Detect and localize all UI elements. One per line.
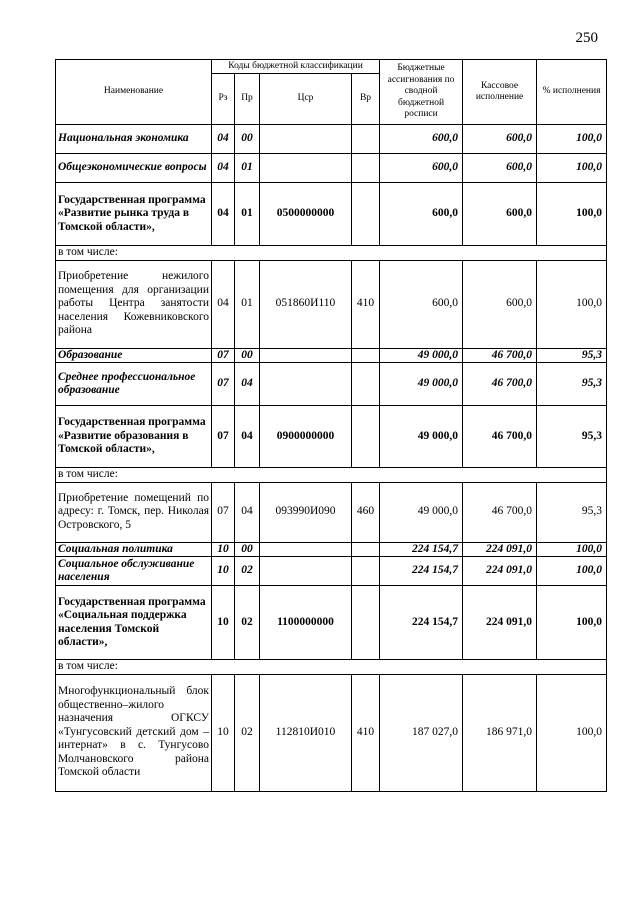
row-rz: 07 <box>212 406 235 468</box>
row-cash: 600,0 <box>463 125 537 154</box>
header-assignations: Бюджетные ассигнования по сводной бюджетной росписи <box>380 60 463 125</box>
table-row <box>56 557 607 586</box>
row-pct: 100,0 <box>537 154 607 183</box>
row-rz: 07 <box>212 348 235 363</box>
row-vr <box>352 125 380 154</box>
row-rz: 04 <box>212 154 235 183</box>
row-pr: 04 <box>235 406 260 468</box>
row-pr: 02 <box>235 586 260 660</box>
row-cash: 600,0 <box>463 183 537 246</box>
header-rz: Рз <box>212 74 235 125</box>
row-cash: 224 091,0 <box>463 557 537 586</box>
row-name: Образование <box>56 348 212 363</box>
table-row-subheading <box>56 246 607 261</box>
row-name: Общеэкономические вопросы <box>56 154 212 183</box>
header-pr: Пр <box>235 74 260 125</box>
row-rz: 07 <box>212 363 235 406</box>
row-name: Государственная программа «Развитие рынка труда в Томской области», <box>56 183 212 246</box>
row-assign: 224 154,7 <box>380 586 463 660</box>
row-vr <box>352 586 380 660</box>
row-rz: 04 <box>212 260 235 348</box>
row-pr: 00 <box>235 542 260 557</box>
row-csr <box>260 154 352 183</box>
row-rz: 04 <box>212 183 235 246</box>
row-name: в том числе: <box>56 468 607 483</box>
row-csr <box>260 557 352 586</box>
row-pct: 95,3 <box>537 363 607 406</box>
row-name: Социальная политика <box>56 542 212 557</box>
header-csr: Цср <box>260 74 352 125</box>
row-pct: 100,0 <box>537 260 607 348</box>
row-name: Социальное обслуживание населения <box>56 557 212 586</box>
row-vr <box>352 363 380 406</box>
row-csr: 0900000000 <box>260 406 352 468</box>
table-row <box>56 154 607 183</box>
row-csr <box>260 348 352 363</box>
table-row <box>56 363 607 406</box>
row-rz: 10 <box>212 586 235 660</box>
row-pr: 04 <box>235 363 260 406</box>
row-cash: 224 091,0 <box>463 586 537 660</box>
row-name: Приобретение нежилого помещения для организации работы Центра занятости населения Кожевниковского района <box>56 260 212 348</box>
header-name: Наименование <box>56 60 212 125</box>
row-pct: 100,0 <box>537 183 607 246</box>
header-percent: % исполнения <box>537 60 607 125</box>
row-vr <box>352 183 380 246</box>
row-name: Многофункциональный блок общественно–жилого назначения ОГКСУ «Тунгусовский детский дом – интернат» в с. Тунгусово Молчановского района Томской области <box>56 674 212 791</box>
table-row <box>56 406 607 468</box>
table-row <box>56 482 607 542</box>
row-name: в том числе: <box>56 660 607 675</box>
row-vr: 410 <box>352 674 380 791</box>
row-cash: 46 700,0 <box>463 482 537 542</box>
row-pr: 02 <box>235 674 260 791</box>
row-csr: 093990И090 <box>260 482 352 542</box>
row-pr: 00 <box>235 125 260 154</box>
row-name: Национальная экономика <box>56 125 212 154</box>
row-name: Приобретение помещений по адресу: г. Томск, пер. Николая Островского, 5 <box>56 482 212 542</box>
row-pct: 100,0 <box>537 674 607 791</box>
row-assign: 49 000,0 <box>380 406 463 468</box>
row-pct: 95,3 <box>537 482 607 542</box>
row-csr: 112810И010 <box>260 674 352 791</box>
row-cash: 46 700,0 <box>463 363 537 406</box>
row-cash: 46 700,0 <box>463 348 537 363</box>
row-pct: 100,0 <box>537 125 607 154</box>
row-csr <box>260 363 352 406</box>
row-vr: 410 <box>352 260 380 348</box>
row-pct: 100,0 <box>537 586 607 660</box>
row-csr <box>260 542 352 557</box>
row-csr: 051860И110 <box>260 260 352 348</box>
row-cash: 600,0 <box>463 154 537 183</box>
row-assign: 49 000,0 <box>380 482 463 542</box>
row-vr <box>352 557 380 586</box>
row-csr <box>260 125 352 154</box>
table-row <box>56 125 607 154</box>
row-name: Среднее профессиональное образование <box>56 363 212 406</box>
row-assign: 187 027,0 <box>380 674 463 791</box>
row-pr: 01 <box>235 183 260 246</box>
row-cash: 224 091,0 <box>463 542 537 557</box>
row-assign: 600,0 <box>380 183 463 246</box>
row-cash: 46 700,0 <box>463 406 537 468</box>
row-cash: 600,0 <box>463 260 537 348</box>
page-number: 250 <box>575 30 598 46</box>
row-vr <box>352 154 380 183</box>
row-rz: 07 <box>212 482 235 542</box>
table-row <box>56 348 607 363</box>
row-assign: 49 000,0 <box>380 363 463 406</box>
row-name: Государственная программа «Социальная поддержка населения Томской области», <box>56 586 212 660</box>
row-pr: 02 <box>235 557 260 586</box>
row-csr: 0500000000 <box>260 183 352 246</box>
row-pct: 100,0 <box>537 542 607 557</box>
row-pct: 95,3 <box>537 406 607 468</box>
row-csr: 1100000000 <box>260 586 352 660</box>
row-pr: 00 <box>235 348 260 363</box>
row-name: в том числе: <box>56 246 607 261</box>
row-cash: 186 971,0 <box>463 674 537 791</box>
row-name: Государственная программа «Развитие образования в Томской области», <box>56 406 212 468</box>
table-row-subheading <box>56 468 607 483</box>
row-vr <box>352 406 380 468</box>
row-assign: 600,0 <box>380 154 463 183</box>
header-vr: Вр <box>352 74 380 125</box>
row-pct: 100,0 <box>537 557 607 586</box>
row-pct: 95,3 <box>537 348 607 363</box>
row-vr <box>352 542 380 557</box>
row-assign: 600,0 <box>380 125 463 154</box>
table-row <box>56 586 607 660</box>
row-rz: 10 <box>212 557 235 586</box>
row-vr: 460 <box>352 482 380 542</box>
header-cash: Кассовое исполнение <box>463 60 537 125</box>
table-row <box>56 674 607 791</box>
header-codes-group: Коды бюджетной классификации <box>212 60 380 74</box>
table-row <box>56 260 607 348</box>
row-assign: 49 000,0 <box>380 348 463 363</box>
row-pr: 01 <box>235 154 260 183</box>
table-row <box>56 183 607 246</box>
row-vr <box>352 348 380 363</box>
row-rz: 10 <box>212 674 235 791</box>
row-assign: 224 154,7 <box>380 542 463 557</box>
row-assign: 224 154,7 <box>380 557 463 586</box>
budget-table <box>55 59 607 792</box>
row-assign: 600,0 <box>380 260 463 348</box>
row-rz: 04 <box>212 125 235 154</box>
row-pr: 04 <box>235 482 260 542</box>
row-rz: 10 <box>212 542 235 557</box>
table-row-subheading <box>56 660 607 675</box>
table-row <box>56 542 607 557</box>
row-pr: 01 <box>235 260 260 348</box>
